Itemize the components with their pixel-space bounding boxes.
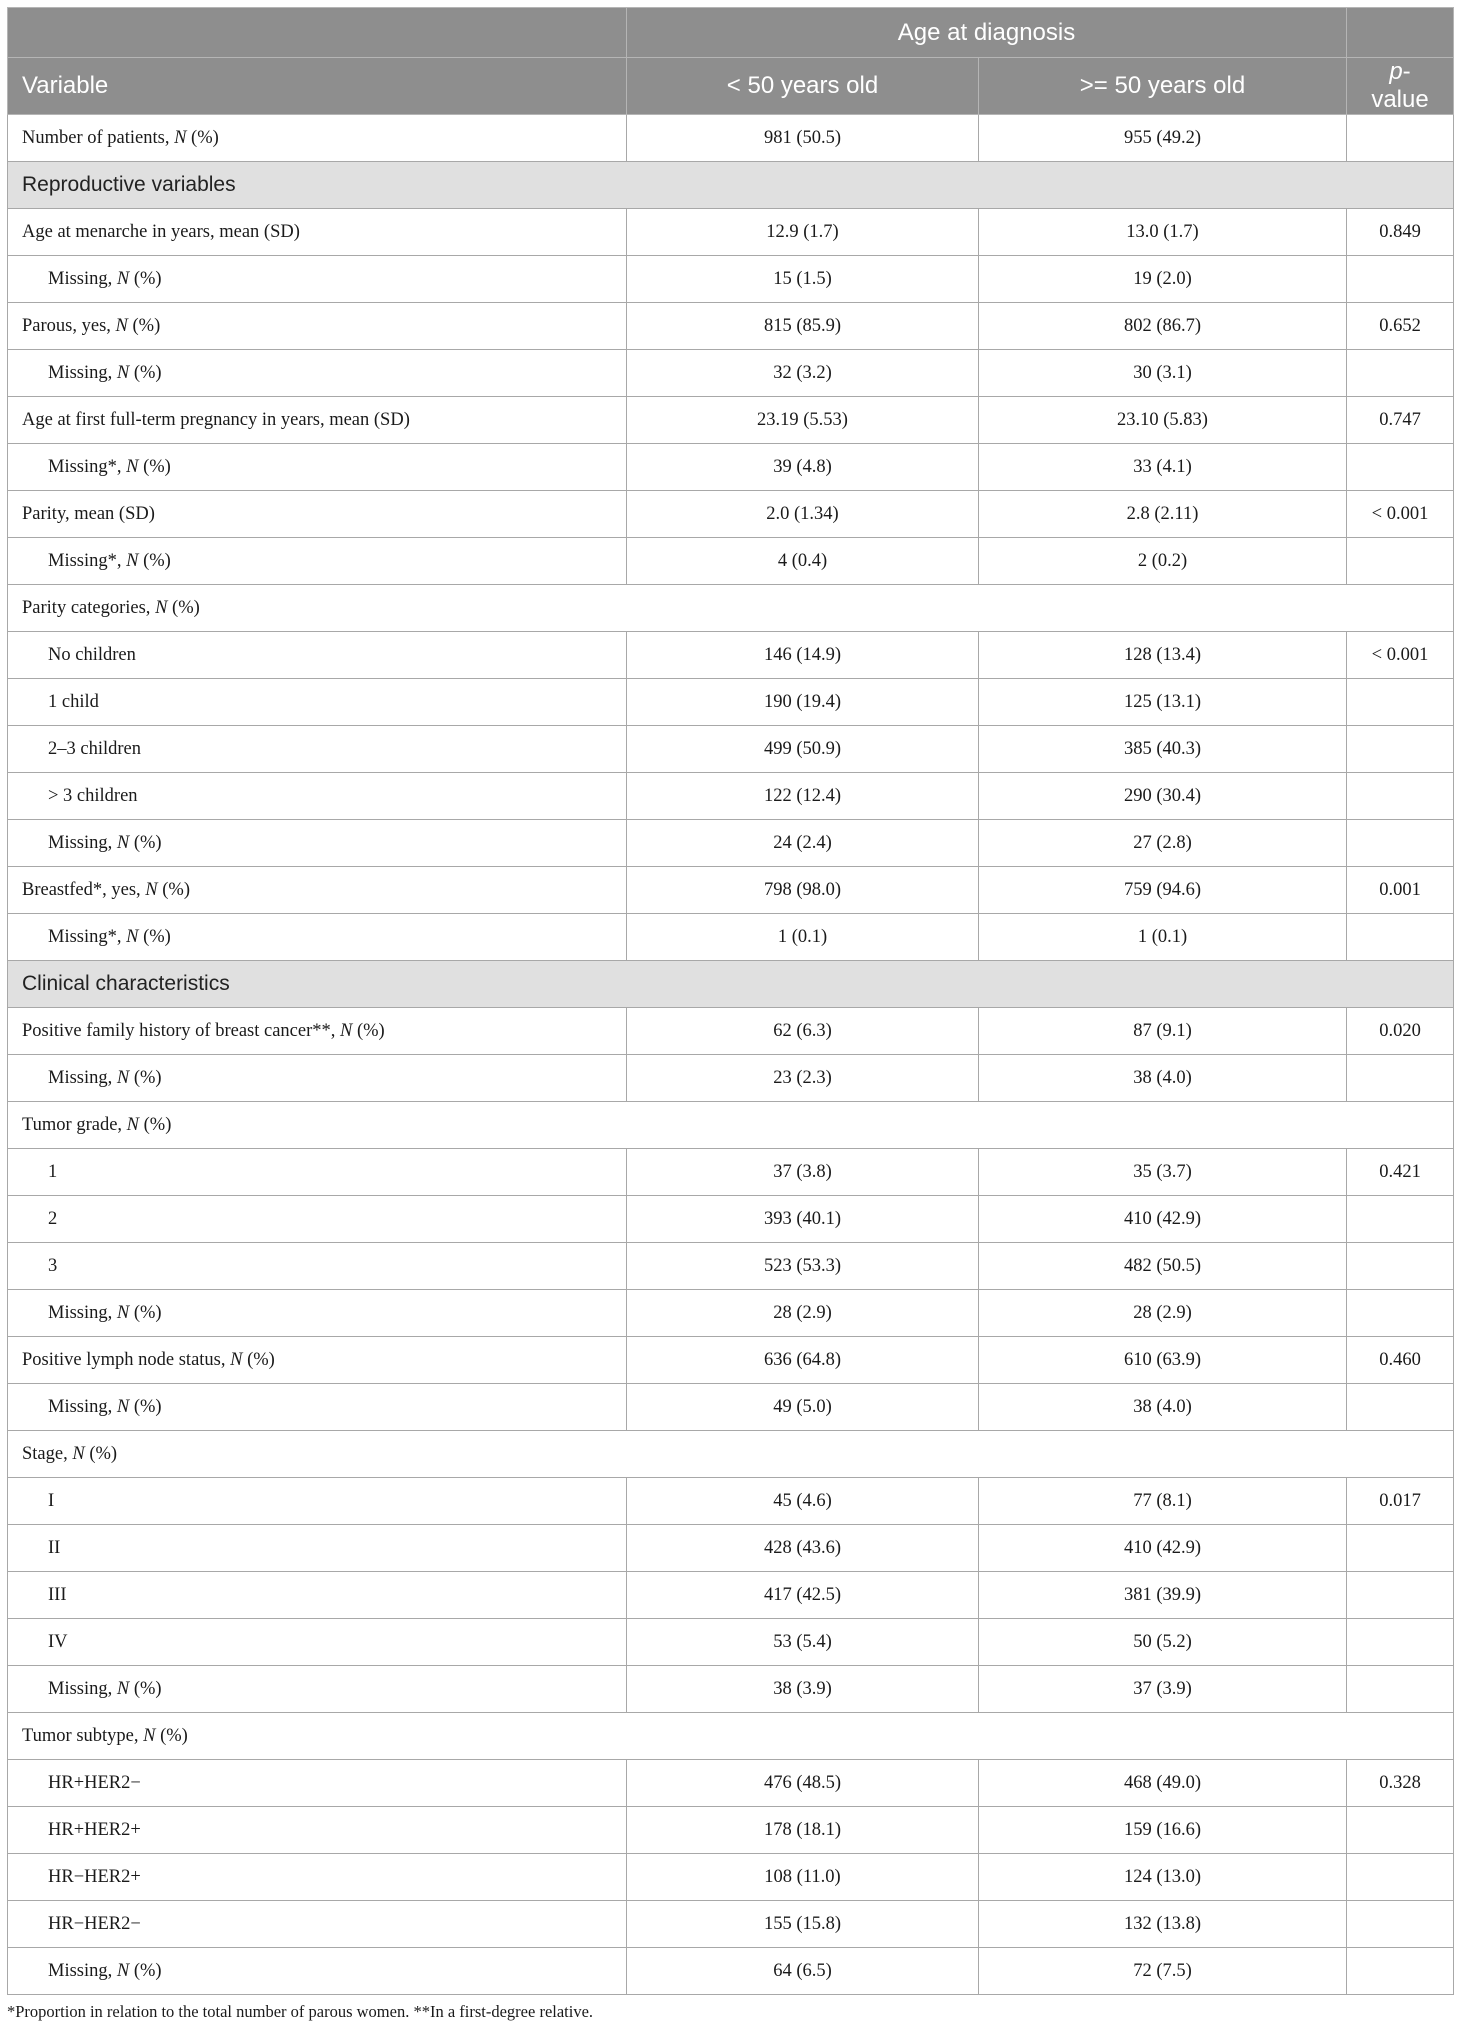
variable-cell — [8, 115, 627, 162]
pvalue-cell: 0.747 — [1347, 397, 1454, 444]
table-row — [8, 1807, 1454, 1854]
section-row — [8, 162, 1454, 209]
variable-text: (%) — [155, 1725, 188, 1746]
under-50-value: 146 (14.9) — [627, 632, 979, 679]
variable-italic: N — [174, 127, 187, 148]
over-50-value: 802 (86.7) — [979, 303, 1347, 350]
variable-text: (%) — [129, 268, 162, 289]
variable-text: (%) — [129, 1678, 162, 1699]
pvalue-italic-p: p — [1389, 58, 1403, 85]
variable-text: Missing*, — [48, 456, 127, 477]
table-row — [8, 1760, 1454, 1807]
over-50-value: 35 (3.7) — [979, 1149, 1347, 1196]
table-row — [8, 585, 1454, 632]
table-row — [8, 209, 1454, 256]
variable-cell — [8, 444, 627, 491]
variable-text: Parity categories, — [22, 597, 156, 618]
table-row — [8, 491, 1454, 538]
variable-text: Missing, — [48, 362, 117, 383]
table-row — [8, 1243, 1454, 1290]
variable-text: No children — [48, 644, 136, 665]
table-body — [8, 115, 1454, 1995]
variable-italic: N — [116, 268, 130, 289]
variable-text: HR−HER2+ — [48, 1866, 141, 1887]
over-50-value: 125 (13.1) — [979, 679, 1347, 726]
under-50-value: 62 (6.3) — [627, 1008, 979, 1055]
variable-text: Age at menarche in years, mean (SD) — [22, 221, 300, 242]
table-row — [8, 1854, 1454, 1901]
pvalue-cell — [1347, 1666, 1454, 1713]
under-50-value: 32 (3.2) — [627, 350, 979, 397]
variable-text: Parity, mean (SD) — [22, 503, 155, 524]
variable-cell — [8, 1948, 627, 1995]
over-50-value: 410 (42.9) — [979, 1525, 1347, 1572]
variable-cell — [8, 773, 627, 820]
over-50-value: 87 (9.1) — [979, 1008, 1347, 1055]
variable-text: (%) — [167, 597, 200, 618]
pvalue-cell — [1347, 115, 1454, 162]
under-50-value: 23.19 (5.53) — [627, 397, 979, 444]
under-50-value: 155 (15.8) — [627, 1901, 979, 1948]
pvalue-cell: 0.020 — [1347, 1008, 1454, 1055]
over-50-value: 19 (2.0) — [979, 256, 1347, 303]
under-50-value: 4 (0.4) — [627, 538, 979, 585]
table-row — [8, 397, 1454, 444]
variable-text: Number of patients, — [22, 127, 175, 148]
variable-text: I — [48, 1490, 55, 1511]
variable-text: > 3 children — [48, 785, 138, 806]
table-row — [8, 1666, 1454, 1713]
pvalue-cell — [1347, 1525, 1454, 1572]
over-50-value: 23.10 (5.83) — [979, 397, 1347, 444]
variable-italic: N — [126, 1114, 140, 1135]
variable-text: (%) — [127, 315, 161, 336]
variable-text: 1 child — [48, 691, 99, 712]
over-50-value: 2 (0.2) — [979, 538, 1347, 585]
pvalue-cell — [1347, 914, 1454, 961]
variable-italic: N — [155, 597, 168, 618]
pvalue-cell — [1347, 1948, 1454, 1995]
table-row — [8, 1384, 1454, 1431]
under-50-value: 24 (2.4) — [627, 820, 979, 867]
variable-cell — [8, 538, 627, 585]
table-row — [8, 538, 1454, 585]
table-row — [8, 1102, 1454, 1149]
variable-text: HR−HER2− — [48, 1913, 141, 1934]
variable-text: HR+HER2+ — [48, 1819, 141, 1840]
variable-text: 1 — [48, 1161, 58, 1182]
over-50-value: 759 (94.6) — [979, 867, 1347, 914]
table-row — [8, 1478, 1454, 1525]
under-50-value: 49 (5.0) — [627, 1384, 979, 1431]
under-50-value: 476 (48.5) — [627, 1760, 979, 1807]
variable-italic: N — [340, 1020, 353, 1041]
over-50-value: 50 (5.2) — [979, 1619, 1347, 1666]
variable-cell — [8, 1337, 627, 1384]
over-50-value: 128 (13.4) — [979, 632, 1347, 679]
under-50-value: 190 (19.4) — [627, 679, 979, 726]
variable-cell — [8, 1149, 627, 1196]
variable-cell — [8, 303, 627, 350]
pvalue-cell: 0.017 — [1347, 1478, 1454, 1525]
variable-italic: N — [116, 1067, 130, 1088]
variable-cell — [8, 679, 627, 726]
under-50-value: 428 (43.6) — [627, 1525, 979, 1572]
variable-text: Missing, — [48, 1067, 117, 1088]
under-50-value: 1 (0.1) — [627, 914, 979, 961]
pvalue-cell: 0.421 — [1347, 1149, 1454, 1196]
variable-cell — [8, 1055, 627, 1102]
table-row — [8, 773, 1454, 820]
over-50-value: 33 (4.1) — [979, 444, 1347, 491]
variable-text: Stage, — [22, 1443, 73, 1464]
pvalue-cell — [1347, 1243, 1454, 1290]
under-50-value: 2.0 (1.34) — [627, 491, 979, 538]
variable-cell — [8, 1713, 1454, 1760]
pvalue-cell — [1347, 1290, 1454, 1337]
over-50-value: 159 (16.6) — [979, 1807, 1347, 1854]
variable-italic: N — [126, 550, 139, 571]
variable-text: Missing, — [48, 268, 117, 289]
under-50-value: 393 (40.1) — [627, 1196, 979, 1243]
over-50-value: 2.8 (2.11) — [979, 491, 1347, 538]
variable-cell — [8, 585, 1454, 632]
variable-cell — [8, 1760, 627, 1807]
variable-italic: N — [115, 315, 128, 336]
variable-cell — [8, 1807, 627, 1854]
variable-cell — [8, 256, 627, 303]
variable-text: Positive family history of breast cancer**, — [22, 1020, 341, 1041]
variable-cell — [8, 1572, 627, 1619]
variable-text: 2–3 children — [48, 738, 141, 759]
over-50-value: 77 (8.1) — [979, 1478, 1347, 1525]
variable-text: (%) — [129, 1067, 162, 1088]
variable-text: (%) — [129, 1960, 162, 1981]
under-50-value: 15 (1.5) — [627, 256, 979, 303]
over-50-value: 124 (13.0) — [979, 1854, 1347, 1901]
section-row — [8, 961, 1454, 1008]
section-label: Clinical characteristics — [8, 961, 1454, 1008]
variable-text: (%) — [186, 127, 219, 148]
table-row — [8, 1713, 1454, 1760]
variable-text: Missing, — [48, 1302, 117, 1323]
under-50-value: 178 (18.1) — [627, 1807, 979, 1854]
variable-cell — [8, 1431, 1454, 1478]
variable-cell — [8, 1666, 627, 1713]
table-footnote: *Proportion in relation to the total number of parous women. **In a first-degree relative. — [7, 2002, 594, 2021]
over-50-value: 410 (42.9) — [979, 1196, 1347, 1243]
variable-text: Breastfed*, yes, — [22, 879, 146, 900]
table-row — [8, 303, 1454, 350]
over-50-value: 38 (4.0) — [979, 1384, 1347, 1431]
under-50-value: 122 (12.4) — [627, 773, 979, 820]
variable-text: 2 — [48, 1208, 58, 1229]
section-label: Reproductive variables — [8, 162, 1454, 209]
table-row — [8, 632, 1454, 679]
over-50-value: 28 (2.9) — [979, 1290, 1347, 1337]
table-row — [8, 256, 1454, 303]
under-50-value: 981 (50.5) — [627, 115, 979, 162]
header-empty-cell — [8, 8, 627, 58]
variable-cell — [8, 209, 627, 256]
variable-text: (%) — [139, 1114, 172, 1135]
variable-italic: N — [145, 879, 158, 900]
pvalue-cell — [1347, 820, 1454, 867]
over-50-value: 1 (0.1) — [979, 914, 1347, 961]
under-50-value: 798 (98.0) — [627, 867, 979, 914]
variable-italic: N — [116, 362, 130, 383]
variable-cell — [8, 1478, 627, 1525]
variable-cell — [8, 1384, 627, 1431]
variable-cell — [8, 1619, 627, 1666]
table-header — [8, 8, 1454, 115]
variable-italic: N — [116, 1678, 130, 1699]
variable-text: Missing, — [48, 832, 117, 853]
over-50-value: 468 (49.0) — [979, 1760, 1347, 1807]
under-50-value: 417 (42.5) — [627, 1572, 979, 1619]
table-row — [8, 444, 1454, 491]
variable-text: (%) — [242, 1349, 275, 1370]
pvalue-cell: 0.849 — [1347, 209, 1454, 256]
over-50-value: 482 (50.5) — [979, 1243, 1347, 1290]
table-row — [8, 1948, 1454, 1995]
variable-text: (%) — [84, 1443, 118, 1464]
variable-cell — [8, 1525, 627, 1572]
under-50-header: < 50 years old — [627, 58, 979, 115]
pvalue-cell: 0.328 — [1347, 1760, 1454, 1807]
variable-text: Tumor subtype, — [22, 1725, 144, 1746]
table-row — [8, 1149, 1454, 1196]
pvalue-cell — [1347, 773, 1454, 820]
under-50-value: 64 (6.5) — [627, 1948, 979, 1995]
under-50-value: 523 (53.3) — [627, 1243, 979, 1290]
pvalue-cell — [1347, 1854, 1454, 1901]
under-50-value: 45 (4.6) — [627, 1478, 979, 1525]
variable-italic: N — [116, 1396, 130, 1417]
variable-cell — [8, 1901, 627, 1948]
variable-cell — [8, 1854, 627, 1901]
pvalue-cell: 0.652 — [1347, 303, 1454, 350]
variable-cell — [8, 491, 627, 538]
variable-text: (%) — [138, 456, 171, 477]
table-row — [8, 679, 1454, 726]
over-50-value: 72 (7.5) — [979, 1948, 1347, 1995]
variable-text: (%) — [129, 1302, 162, 1323]
pvalue-cell: < 0.001 — [1347, 491, 1454, 538]
over-50-value: 27 (2.8) — [979, 820, 1347, 867]
variable-cell — [8, 820, 627, 867]
variable-text: (%) — [138, 550, 171, 571]
over-50-header: >= 50 years old — [979, 58, 1347, 115]
under-50-value: 28 (2.9) — [627, 1290, 979, 1337]
variable-cell — [8, 1243, 627, 1290]
under-50-value: 12.9 (1.7) — [627, 209, 979, 256]
over-50-value: 30 (3.1) — [979, 350, 1347, 397]
variable-text: (%) — [129, 832, 162, 853]
variable-italic: N — [72, 1443, 85, 1464]
variable-text: Missing*, — [48, 550, 127, 571]
variable-text: Missing, — [48, 1396, 117, 1417]
over-50-value: 290 (30.4) — [979, 773, 1347, 820]
variable-text: HR+HER2− — [48, 1772, 141, 1793]
pvalue-cell: 0.001 — [1347, 867, 1454, 914]
pvalue-cell — [1347, 679, 1454, 726]
under-50-value: 499 (50.9) — [627, 726, 979, 773]
table-row — [8, 1290, 1454, 1337]
under-50-value: 23 (2.3) — [627, 1055, 979, 1102]
table-row — [8, 726, 1454, 773]
variable-text: (%) — [138, 926, 171, 947]
variable-cell — [8, 1102, 1454, 1149]
under-50-value: 37 (3.8) — [627, 1149, 979, 1196]
variable-italic: N — [116, 1960, 130, 1981]
variable-italic: N — [126, 456, 139, 477]
variable-header: Variable — [8, 58, 627, 115]
pvalue-cell — [1347, 1196, 1454, 1243]
variable-text: (%) — [352, 1020, 385, 1041]
under-50-value: 53 (5.4) — [627, 1619, 979, 1666]
variable-text: IV — [48, 1631, 68, 1652]
pvalue-cell — [1347, 256, 1454, 303]
variable-text: (%) — [157, 879, 190, 900]
pvalue-header — [1347, 58, 1454, 115]
over-50-value: 955 (49.2) — [979, 115, 1347, 162]
variable-italic: N — [230, 1349, 243, 1370]
pvalue-cell — [1347, 350, 1454, 397]
variable-italic: N — [116, 1302, 130, 1323]
table-container — [7, 7, 1453, 1995]
table-row — [8, 1337, 1454, 1384]
variable-text: Missing*, — [48, 926, 127, 947]
pvalue-cell — [1347, 1572, 1454, 1619]
pvalue-cell: < 0.001 — [1347, 632, 1454, 679]
header-empty-cell — [1347, 8, 1454, 58]
age-group-header: Age at diagnosis — [627, 8, 1347, 58]
table-row — [8, 1901, 1454, 1948]
variable-text: Positive lymph node status, — [22, 1349, 231, 1370]
over-50-value: 381 (39.9) — [979, 1572, 1347, 1619]
over-50-value: 37 (3.9) — [979, 1666, 1347, 1713]
table-row — [8, 1196, 1454, 1243]
pvalue-cell — [1347, 1055, 1454, 1102]
pvalue-cell — [1347, 444, 1454, 491]
pvalue-suffix: -value — [1371, 58, 1429, 113]
over-50-value: 132 (13.8) — [979, 1901, 1347, 1948]
table-row — [8, 1431, 1454, 1478]
variable-text: II — [48, 1537, 61, 1558]
under-50-value: 636 (64.8) — [627, 1337, 979, 1384]
over-50-value: 13.0 (1.7) — [979, 209, 1347, 256]
pvalue-cell — [1347, 1384, 1454, 1431]
variable-text: (%) — [129, 1396, 162, 1417]
pvalue-cell: 0.460 — [1347, 1337, 1454, 1384]
variable-cell — [8, 1008, 627, 1055]
variable-text: III — [48, 1584, 67, 1605]
pvalue-cell — [1347, 1901, 1454, 1948]
variable-cell — [8, 632, 627, 679]
table-row — [8, 1525, 1454, 1572]
variable-cell — [8, 397, 627, 444]
variable-text: Missing, — [48, 1678, 117, 1699]
variable-italic: N — [143, 1725, 156, 1746]
variable-text: Age at first full-term pregnancy in years, mean (SD) — [22, 409, 410, 430]
table-row — [8, 1619, 1454, 1666]
variable-text: (%) — [129, 362, 162, 383]
table-row — [8, 115, 1454, 162]
over-50-value: 38 (4.0) — [979, 1055, 1347, 1102]
variable-cell — [8, 726, 627, 773]
variable-cell — [8, 350, 627, 397]
over-50-value: 610 (63.9) — [979, 1337, 1347, 1384]
pvalue-cell — [1347, 1619, 1454, 1666]
table-row — [8, 1008, 1454, 1055]
variable-text: Missing, — [48, 1960, 117, 1981]
variable-cell — [8, 1196, 627, 1243]
variable-text: 3 — [48, 1255, 58, 1276]
table-row — [8, 1055, 1454, 1102]
variable-italic: N — [116, 832, 130, 853]
table-row — [8, 867, 1454, 914]
over-50-value: 385 (40.3) — [979, 726, 1347, 773]
variable-italic: N — [126, 926, 139, 947]
pvalue-cell — [1347, 538, 1454, 585]
pvalue-cell — [1347, 1807, 1454, 1854]
variable-cell — [8, 1290, 627, 1337]
variable-text: Tumor grade, — [22, 1114, 127, 1135]
table-row — [8, 350, 1454, 397]
table-row — [8, 914, 1454, 961]
variable-cell — [8, 867, 627, 914]
under-50-value: 108 (11.0) — [627, 1854, 979, 1901]
variable-text: Parous, yes, — [22, 315, 116, 336]
pvalue-cell — [1347, 726, 1454, 773]
data-table — [7, 7, 1454, 1995]
table-row — [8, 820, 1454, 867]
under-50-value: 39 (4.8) — [627, 444, 979, 491]
table-row — [8, 1572, 1454, 1619]
variable-cell — [8, 914, 627, 961]
under-50-value: 815 (85.9) — [627, 303, 979, 350]
under-50-value: 38 (3.9) — [627, 1666, 979, 1713]
